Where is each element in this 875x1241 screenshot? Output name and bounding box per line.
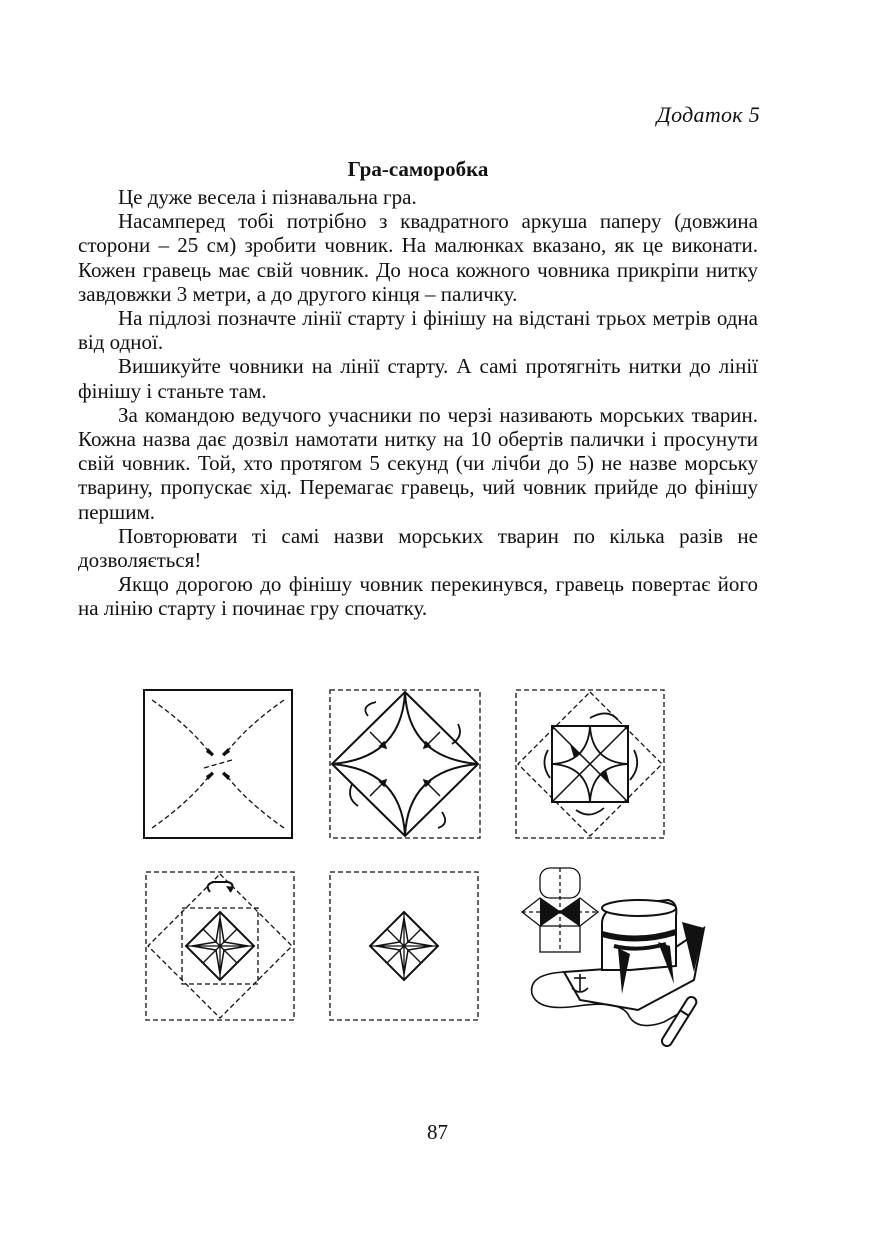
- folding-diagrams: [130, 680, 730, 1070]
- paragraph: За командою ведучого учасники по черзі називають морських тварин. Кожна назва дає дозвіл намотати нитку на 10 обертів палички і просунути свій човник. Той, хто протягом 5 секунд (чи лічби до 5) не назве морську тварину, пропускає хід. Перемагає гравець, чий човник прийде до фінішу першим.: [78, 402, 758, 524]
- body-text: [78, 185, 758, 621]
- paragraph: На підлозі позначте лінії старту і фінішу на відстані трьох метрів одна від одної.: [78, 306, 758, 355]
- page-title: Гра-саморобка: [347, 157, 489, 181]
- paragraph: Це дуже весела і пізнавальна гра.: [118, 185, 417, 209]
- turn-over-diagram: [144, 870, 296, 1022]
- small-square-diagram: [328, 870, 480, 1022]
- fold-corners-to-center-diagram: [142, 688, 294, 840]
- paragraph: Повторювати ті самі назви морських тварин по кілька разів не дозволяється!: [78, 523, 758, 573]
- paragraph: Вишикуйте човники на лінії старту. А самі протягніть нитки до лінії фінішу і станьте там.: [78, 354, 758, 403]
- second-fold-diagram: [514, 688, 666, 840]
- paragraph: Насамперед тобі потрібно з квадратного аркуша паперу (довжина сторони – 25 см) зробити човник. На малюнках вказано, як це виконати. Кожен гравець має свій човник. До носа кожного човника прикріпи нитку завдовжки 3 метри, а до другого кінця – паличку.: [78, 209, 758, 306]
- paragraph: Якщо дорогою до фінішу човник перекинувся, гравець повертає його на лінію старту і починає гру спочатку.: [78, 572, 758, 621]
- page-number: 87: [427, 1120, 448, 1144]
- folded-diamond-diagram: [328, 688, 482, 840]
- paper-boat-with-stick: [518, 862, 718, 1068]
- appendix-label: Додаток 5: [656, 102, 760, 127]
